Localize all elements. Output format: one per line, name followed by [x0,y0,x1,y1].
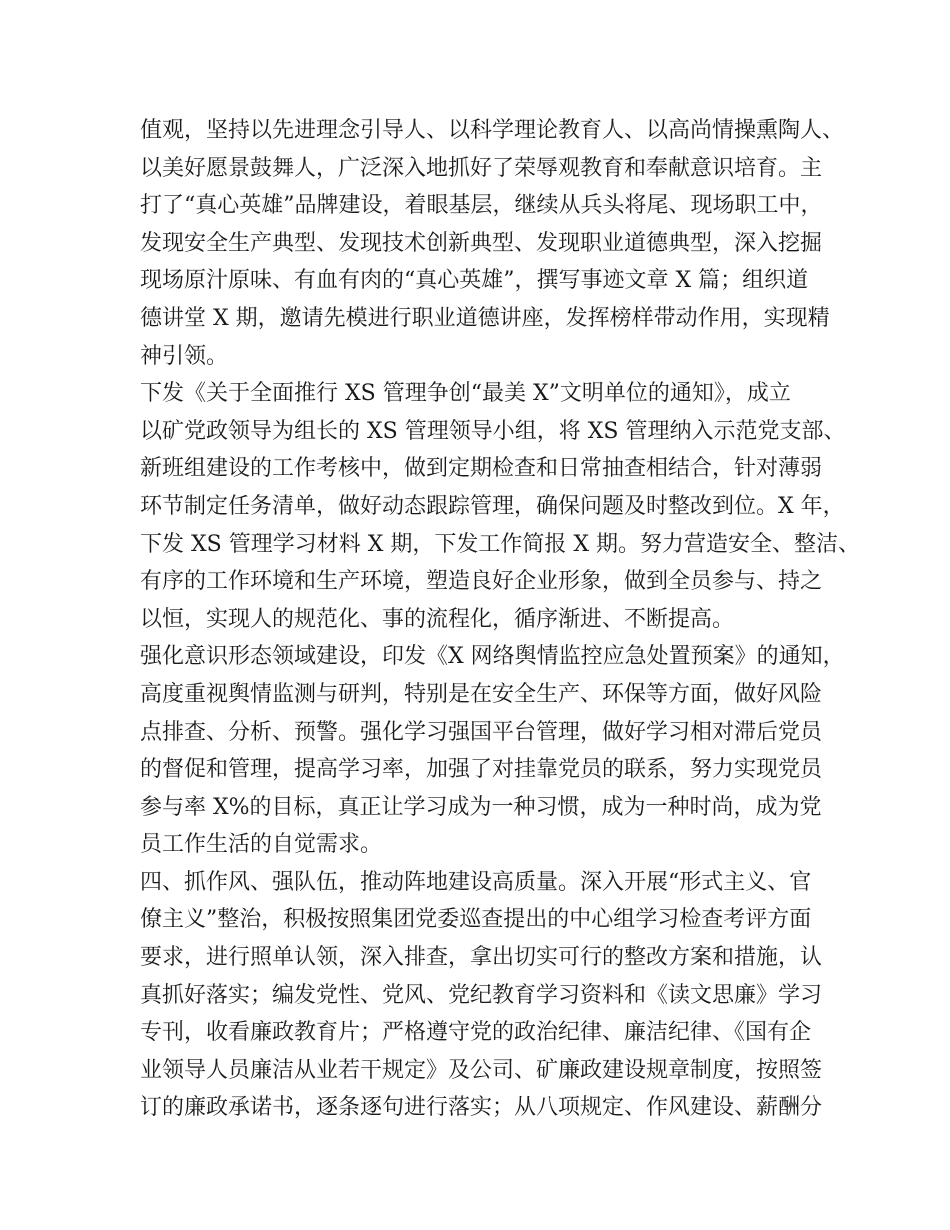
text-line: 订的廉政承诺书，逐条逐句进行落实；从八项规定、作风建设、薪酬分 [140,1095,823,1121]
text-line: 点排查、分析、预警。强化学习强国平台管理，做好学习相对滞后党员 [140,719,823,745]
document-body [140,112,861,1127]
text-line: 打了“真心英雄”品牌建设，着眼基层，继续从兵头将尾、现场职工中， [140,193,823,219]
text-line: 参与率 X%的目标，真正让学习成为一种习惯，成为一种时尚，成为党 [140,794,822,820]
text-line: 以矿党政领导为组长的 XS 管理领导小组，将 XS 管理纳入示范党支部、 [140,418,846,444]
text-line: 四、抓作风、强队伍，推动阵地建设高质量。深入开展“形式主义、官 [140,869,812,895]
text-line: 以美好愿景鼓舞人，广泛深入地抓好了荣辱观教育和奉献意识培育。主 [140,155,823,181]
text-line: 业领导人员廉洁从业若干规定》及公司、矿廉政建设规章制度，按照签 [140,1057,823,1083]
text-line: 下发 XS 管理学习材料 X 期，下发工作简报 X 期。努力营造安全、整洁、 [140,531,861,557]
text-line: 新班组建设的工作考核中，做到定期检查和日常抽查相结合，针对薄弱 [140,456,823,482]
text-line: 强化意识形态领域建设，印发《X 网络舆情监控应急处置预案》的通知， [140,644,845,670]
text-line: 值观，坚持以先进理念引导人、以科学理论教育人、以高尚情操熏陶人、 [140,118,845,143]
text-line: 环节制定任务清单，做好动态跟踪管理，确保问题及时整改到位。X 年， [140,493,845,519]
text-line: 发现安全生产典型、发现技术创新典型、发现职业道德典型，深入挖掘 [140,230,823,256]
text-line: 专刊，收看廉政教育片；严格遵守党的政治纪律、廉洁纪律、《国有企 [140,1020,812,1046]
text-line: 真抓好落实；编发党性、党风、党纪教育学习资料和《读文思廉》学习 [140,982,823,1008]
text-line: 有序的工作环境和生产环境，塑造良好企业形象，做到全员参与、持之 [140,569,823,595]
text-line: 德讲堂 X 期，邀请先模进行职业道德讲座，发挥榜样带动作用，实现精 [140,305,830,331]
text-line: 神引领。 [140,343,229,369]
text-line: 的督促和管理，提高学习率，加强了对挂靠党员的联系，努力实现党员 [140,757,823,783]
text-line: 员工作生活的自觉需求。 [140,832,383,858]
text-line: 现场原汁原味、有血有肉的“真心英雄”，撰写事迹文章 X 篇；组织道 [140,268,809,294]
text-line: 以恒，实现人的规范化、事的流程化，循序渐进、不断提高。 [140,606,735,632]
text-line: 高度重视舆情监测与研判，特别是在安全生产、环保等方面，做好风险 [140,681,823,707]
text-line: 下发《关于全面推行 XS 管理争创“最美 X”文明单位的通知》，成立 [140,381,791,407]
text-line: 僚主义”整治，积极按照集团党委巡查提出的中心组学习检查考评方面 [140,907,812,933]
text-line: 要求，进行照单认领，深入排查，拿出切实可行的整改方案和措施，认 [140,945,823,971]
